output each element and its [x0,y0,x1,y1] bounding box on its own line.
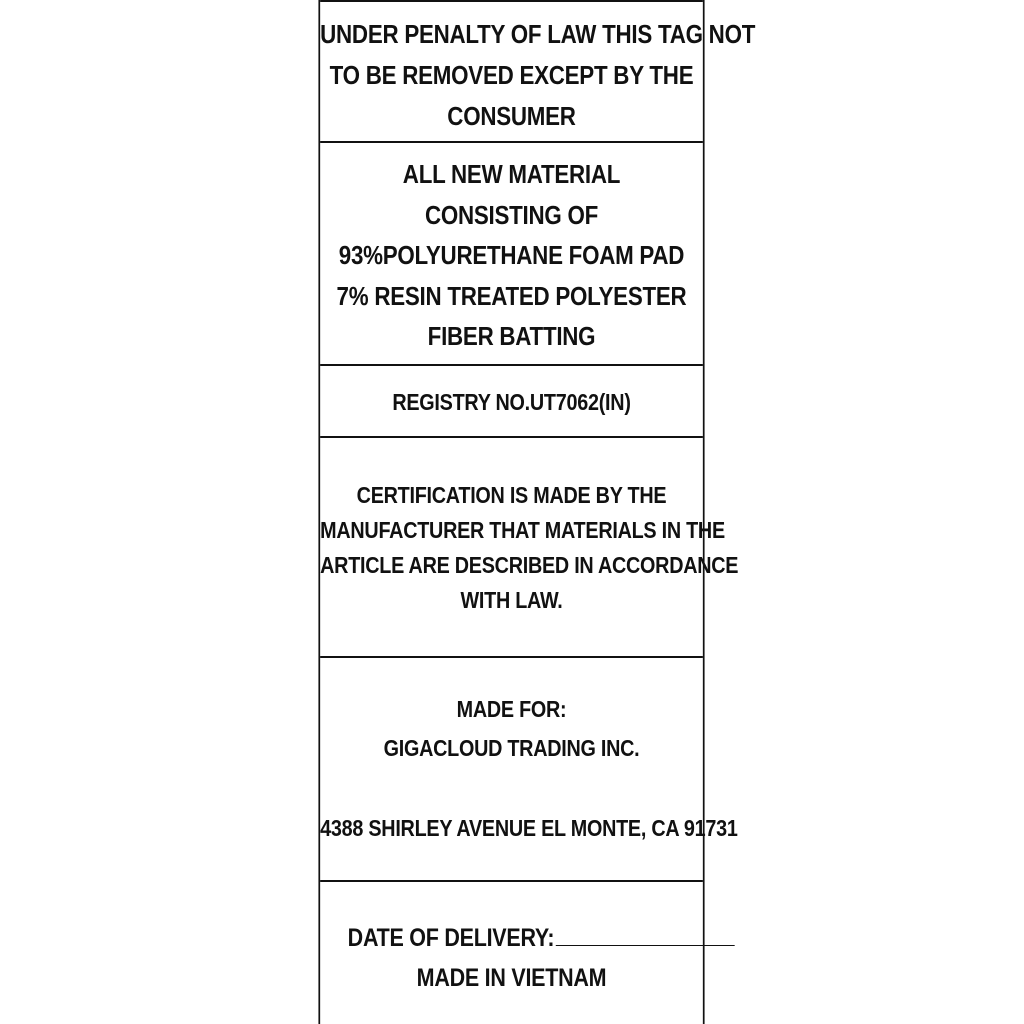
registry-section [320,364,703,436]
warning-line: UNDER PENALTY OF LAW THIS TAG NOT [320,19,756,49]
certification-line: WITH LAW. [460,587,563,613]
country-of-origin: MADE IN VIETNAM [416,964,607,992]
material-line: ALL NEW MATERIAL [402,159,621,189]
material-line: CONSISTING OF [424,199,599,230]
delivery-date-blank [556,925,735,946]
warning-line: CONSUMER [447,101,576,131]
material-line: 7% RESIN TREATED POLYESTER [336,280,687,311]
material-line: FIBER BATTING [427,321,596,351]
made-for-label: MADE FOR: [456,696,567,722]
delivery-label: DATE OF DELIVERY: [347,924,555,952]
material-line: 93%POLYURETHANE FOAM PAD [338,240,685,270]
law-tag [318,0,756,1024]
company-name: GIGACLOUD TRADING INC. [383,735,640,761]
made-for-section [320,656,738,880]
warning-line: TO BE REMOVED EXCEPT BY THE [329,60,694,90]
certification-line: ARTICLE ARE DESCRIBED IN ACCORDANCE [320,552,739,578]
material-section [320,141,703,364]
certification-line: MANUFACTURER THAT MATERIALS IN THE [320,517,725,543]
certification-line: CERTIFICATION IS MADE BY THE [356,482,667,508]
delivery-row [320,918,703,958]
delivery-section [320,880,703,1024]
registry-number: REGISTRY NO.UT7062(IN) [392,389,631,415]
company-address: 4388 SHIRLEY AVENUE EL MONTE, CA 91731 [320,815,738,841]
certification-section [320,436,739,656]
warning-section [320,0,756,141]
